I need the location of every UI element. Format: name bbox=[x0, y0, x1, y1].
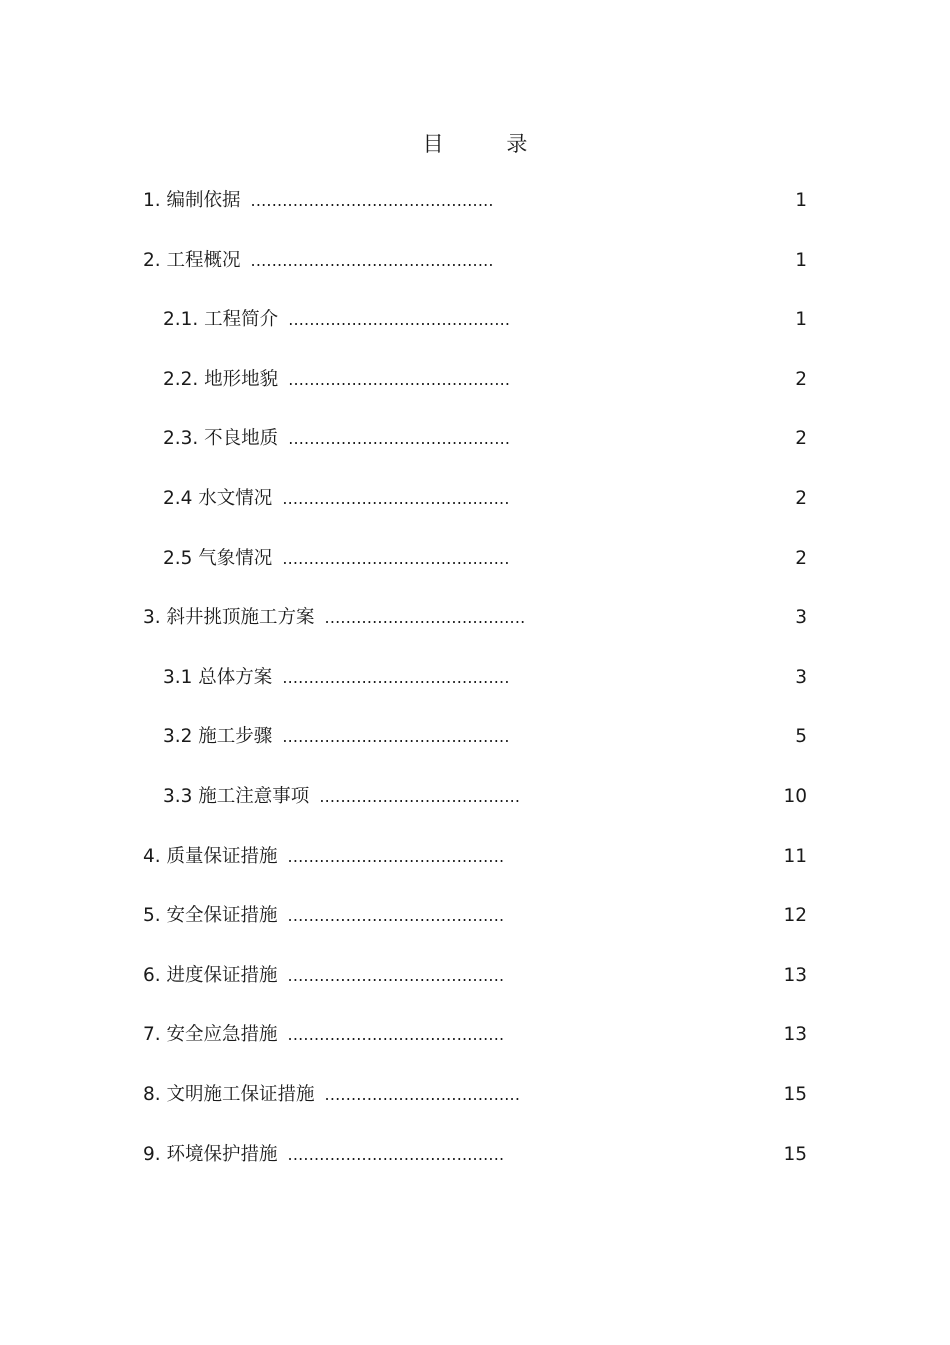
toc-entry-label: 3.3 施工注意事项 ...................................... bbox=[163, 785, 521, 807]
toc-entry-7[interactable] bbox=[0, 1005, 950, 1065]
toc-page-number: 5 bbox=[795, 726, 807, 748]
toc-entry-1[interactable] bbox=[0, 171, 950, 231]
toc-page-number: 15 bbox=[783, 1083, 807, 1105]
toc-page-number: 1 bbox=[795, 309, 807, 331]
toc-leader-dots: .............................................. bbox=[250, 250, 494, 270]
toc-entry-6[interactable] bbox=[0, 946, 950, 1006]
toc-entry-3-3[interactable] bbox=[0, 767, 950, 827]
toc-entry-label: 6. 进度保证措施 ......................................... bbox=[143, 964, 505, 986]
toc-page-number: 12 bbox=[783, 905, 807, 927]
toc-leader-dots: ...................................... bbox=[319, 786, 521, 806]
toc-entry-label: 4. 质量保证措施 ......................................... bbox=[143, 845, 505, 867]
toc-entry-label: 2.3. 不良地质 .......................................... bbox=[163, 428, 511, 450]
toc-entry-3[interactable] bbox=[0, 588, 950, 648]
toc-entry-label: 3.1 总体方案 ........................................... bbox=[163, 666, 510, 688]
toc-entry-2-2[interactable] bbox=[0, 350, 950, 410]
toc-page-number: 13 bbox=[783, 964, 807, 986]
toc-entry-2[interactable] bbox=[0, 231, 950, 291]
toc-entry-2-5[interactable] bbox=[0, 529, 950, 589]
toc-page-number: 1 bbox=[795, 249, 807, 271]
toc-leader-dots: .......................................... bbox=[288, 310, 511, 330]
toc-entry-4[interactable] bbox=[0, 827, 950, 887]
toc-entry-label: 2.5 气象情况 ........................................... bbox=[163, 547, 510, 569]
toc-page-number: 1 bbox=[795, 190, 807, 211]
toc-entry-9[interactable] bbox=[0, 1125, 950, 1185]
toc-leader-dots: ........................................... bbox=[282, 727, 510, 747]
toc-entry-label: 2.1. 工程简介 .......................................... bbox=[163, 309, 511, 331]
toc-entry-label: 2.2. 地形地貌 .......................................... bbox=[163, 368, 511, 390]
toc-entry-3-2[interactable] bbox=[0, 707, 950, 767]
toc-leader-dots: ..................................... bbox=[324, 1084, 521, 1104]
toc-leader-dots: .......................................... bbox=[288, 429, 511, 449]
toc-page-number: 11 bbox=[783, 845, 807, 867]
toc-page-number: 10 bbox=[783, 785, 807, 807]
toc-entry-3-1[interactable] bbox=[0, 648, 950, 708]
toc-leader-dots: ........................................... bbox=[282, 488, 510, 508]
toc-entry-label: 1. 编制依据 .............................................. bbox=[143, 190, 494, 211]
toc-entry-label: 8. 文明施工保证措施 ..................................... bbox=[143, 1083, 521, 1105]
toc-entry-2-4[interactable] bbox=[0, 469, 950, 529]
toc-entry-label: 5. 安全保证措施 ......................................... bbox=[143, 905, 505, 927]
toc-entry-label: 2. 工程概况 .............................................. bbox=[143, 249, 494, 271]
toc-leader-dots: ......................................... bbox=[287, 1025, 505, 1045]
toc-entry-8[interactable] bbox=[0, 1065, 950, 1125]
toc-page-number: 2 bbox=[795, 547, 807, 569]
toc-page-number: 15 bbox=[783, 1143, 807, 1165]
toc-leader-dots: ........................................... bbox=[282, 667, 510, 687]
toc-entry-label: 9. 环境保护措施 ......................................... bbox=[143, 1143, 505, 1165]
toc-entry-2-1[interactable] bbox=[0, 290, 950, 350]
toc-leader-dots: ........................................... bbox=[282, 548, 510, 568]
toc-entry-label: 2.4 水文情况 ........................................... bbox=[163, 487, 510, 509]
toc-title: 目 录 bbox=[422, 132, 556, 156]
toc-leader-dots: ......................................... bbox=[287, 965, 505, 985]
toc-leader-dots: ......................................... bbox=[287, 846, 505, 866]
toc-page-number: 2 bbox=[795, 487, 807, 509]
toc-page-number: 3 bbox=[795, 607, 807, 629]
toc-entry-5[interactable] bbox=[0, 886, 950, 946]
toc-leader-dots: .............................................. bbox=[250, 191, 494, 210]
toc-entry-label: 7. 安全应急措施 ......................................... bbox=[143, 1024, 505, 1046]
toc-page-number: 3 bbox=[795, 666, 807, 688]
toc-leader-dots: ...................................... bbox=[324, 608, 526, 628]
toc-entry-label: 3. 斜井挑顶施工方案 ...................................... bbox=[143, 607, 526, 629]
toc-page-number: 2 bbox=[795, 368, 807, 390]
toc-leader-dots: ......................................... bbox=[287, 906, 505, 926]
toc-entry-label: 3.2 施工步骤 ........................................... bbox=[163, 726, 510, 748]
toc-page-number: 2 bbox=[795, 428, 807, 450]
toc-leader-dots: .......................................... bbox=[288, 369, 511, 389]
toc-page-number: 13 bbox=[783, 1024, 807, 1046]
toc-leader-dots: ......................................... bbox=[287, 1144, 505, 1164]
table-of-contents bbox=[0, 171, 950, 1184]
toc-entry-2-3[interactable] bbox=[0, 409, 950, 469]
